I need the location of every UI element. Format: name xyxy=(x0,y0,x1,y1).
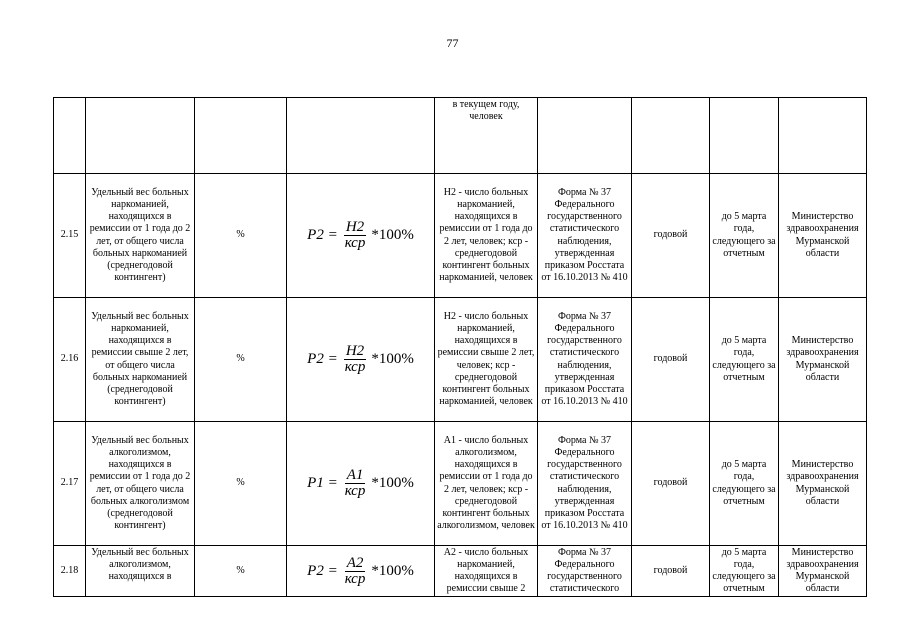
cell-formula xyxy=(287,98,435,174)
indicators-table xyxy=(53,97,867,597)
formula-rhs: *100% xyxy=(371,227,414,244)
period: годовой xyxy=(632,546,710,597)
source: Форма № 37 Федерального государственного статистического xyxy=(538,546,632,597)
period: годовой xyxy=(632,174,710,298)
formula-denominator: ксp xyxy=(344,359,366,375)
definition: А1 - число больных алкоголизмом, находящихся в ремиссии от 1 года до 2 лет, человек; кср - среднегодовой контингент больных алкоголизмом, человек xyxy=(435,422,538,546)
definition: Н2 - число больных наркоманией, находящихся в ремиссии от 1 года до 2 лет, человек; кср - среднегодовой контингент больных наркоманией, человек xyxy=(435,174,538,298)
formula-lhs: P1 = xyxy=(307,475,338,492)
formula-numerator: H2 xyxy=(345,219,365,235)
formula-numerator: A1 xyxy=(346,467,364,483)
deadline: до 5 марта года, следующего за отчетным xyxy=(710,422,779,546)
formula xyxy=(287,174,435,298)
page-number: 77 xyxy=(446,36,459,50)
definition: А2 - число больных наркоманией, находящихся в ремиссии свыше 2 xyxy=(435,546,538,597)
formula-numerator: H2 xyxy=(345,343,365,359)
cell-deadline xyxy=(710,98,779,174)
indicator-name: Удельный вес больных алкоголизмом, находящихся в ремиссии от 1 года до 2 лет, от общего числа больных алкоголизмом (среднегодовой контингент) xyxy=(86,422,195,546)
table-row xyxy=(54,422,867,546)
formula xyxy=(287,546,435,597)
formula xyxy=(287,422,435,546)
source: Форма № 37 Федерального государственного статистического наблюдения, утвержденная приказом Росстата от 16.10.2013 № 410 xyxy=(538,174,632,298)
table-row-continued xyxy=(54,98,867,174)
unit: % xyxy=(195,298,287,422)
period: годовой xyxy=(632,298,710,422)
cell-name xyxy=(86,98,195,174)
formula-denominator: ксp xyxy=(344,483,366,499)
cell-unit xyxy=(195,98,287,174)
unit: % xyxy=(195,174,287,298)
responsible: Министерство здравоохранения Мурманской области xyxy=(779,422,867,546)
source: Форма № 37 Федерального государственного статистического наблюдения, утвержденная приказом Росстата от 16.10.2013 № 410 xyxy=(538,422,632,546)
formula-numerator: A2 xyxy=(346,554,364,571)
formula-lhs: P2 = xyxy=(307,563,338,580)
cell-period xyxy=(632,98,710,174)
deadline: до 5 марта года, следующего за отчетным xyxy=(710,546,779,597)
source: Форма № 37 Федерального государственного статистического наблюдения, утвержденная приказом Росстата от 16.10.2013 № 410 xyxy=(538,298,632,422)
responsible: Министерство здравоохранения Мурманской области xyxy=(779,298,867,422)
responsible: Министерство здравоохранения Мурманской области xyxy=(779,546,867,597)
definition: Н2 - число больных наркоманией, находящихся в ремиссии свыше 2 лет, человек; кср - среднегодовой контингент больных наркоманией, человек xyxy=(435,298,538,422)
row-number: 2.15 xyxy=(54,174,86,298)
indicator-name: Удельный вес больных алкоголизмом, находящихся в xyxy=(86,546,195,597)
cell-definition: в текущем году, человек xyxy=(435,98,538,174)
formula-lhs: P2 = xyxy=(307,351,338,368)
cell-responsible xyxy=(779,98,867,174)
row-number: 2.17 xyxy=(54,422,86,546)
table-row xyxy=(54,546,867,597)
formula-denominator: ксp xyxy=(344,570,366,587)
indicator-name: Удельный вес больных наркоманией, находящихся в ремиссии от 1 года до 2 лет, от общего числа больных наркоманией (среднегодовой контингент) xyxy=(86,174,195,298)
formula-rhs: *100% xyxy=(371,475,414,492)
indicator-name: Удельный вес больных наркоманией, находящихся в ремиссии свыше 2 лет, от общего числа больных наркоманией (среднегодовой контингент) xyxy=(86,298,195,422)
deadline: до 5 марта года, следующего за отчетным xyxy=(710,298,779,422)
table-row xyxy=(54,174,867,298)
unit: % xyxy=(195,546,287,597)
row-number: 2.16 xyxy=(54,298,86,422)
deadline: до 5 марта года, следующего за отчетным xyxy=(710,174,779,298)
formula-rhs: *100% xyxy=(371,563,414,580)
cell-num xyxy=(54,98,86,174)
table-row xyxy=(54,298,867,422)
responsible: Министерство здравоохранения Мурманской области xyxy=(779,174,867,298)
formula xyxy=(287,298,435,422)
formula-lhs: P2 = xyxy=(307,227,338,244)
unit: % xyxy=(195,422,287,546)
row-number: 2.18 xyxy=(54,546,86,597)
cell-source xyxy=(538,98,632,174)
period: годовой xyxy=(632,422,710,546)
formula-rhs: *100% xyxy=(371,351,414,368)
formula-denominator: ксp xyxy=(344,235,366,251)
